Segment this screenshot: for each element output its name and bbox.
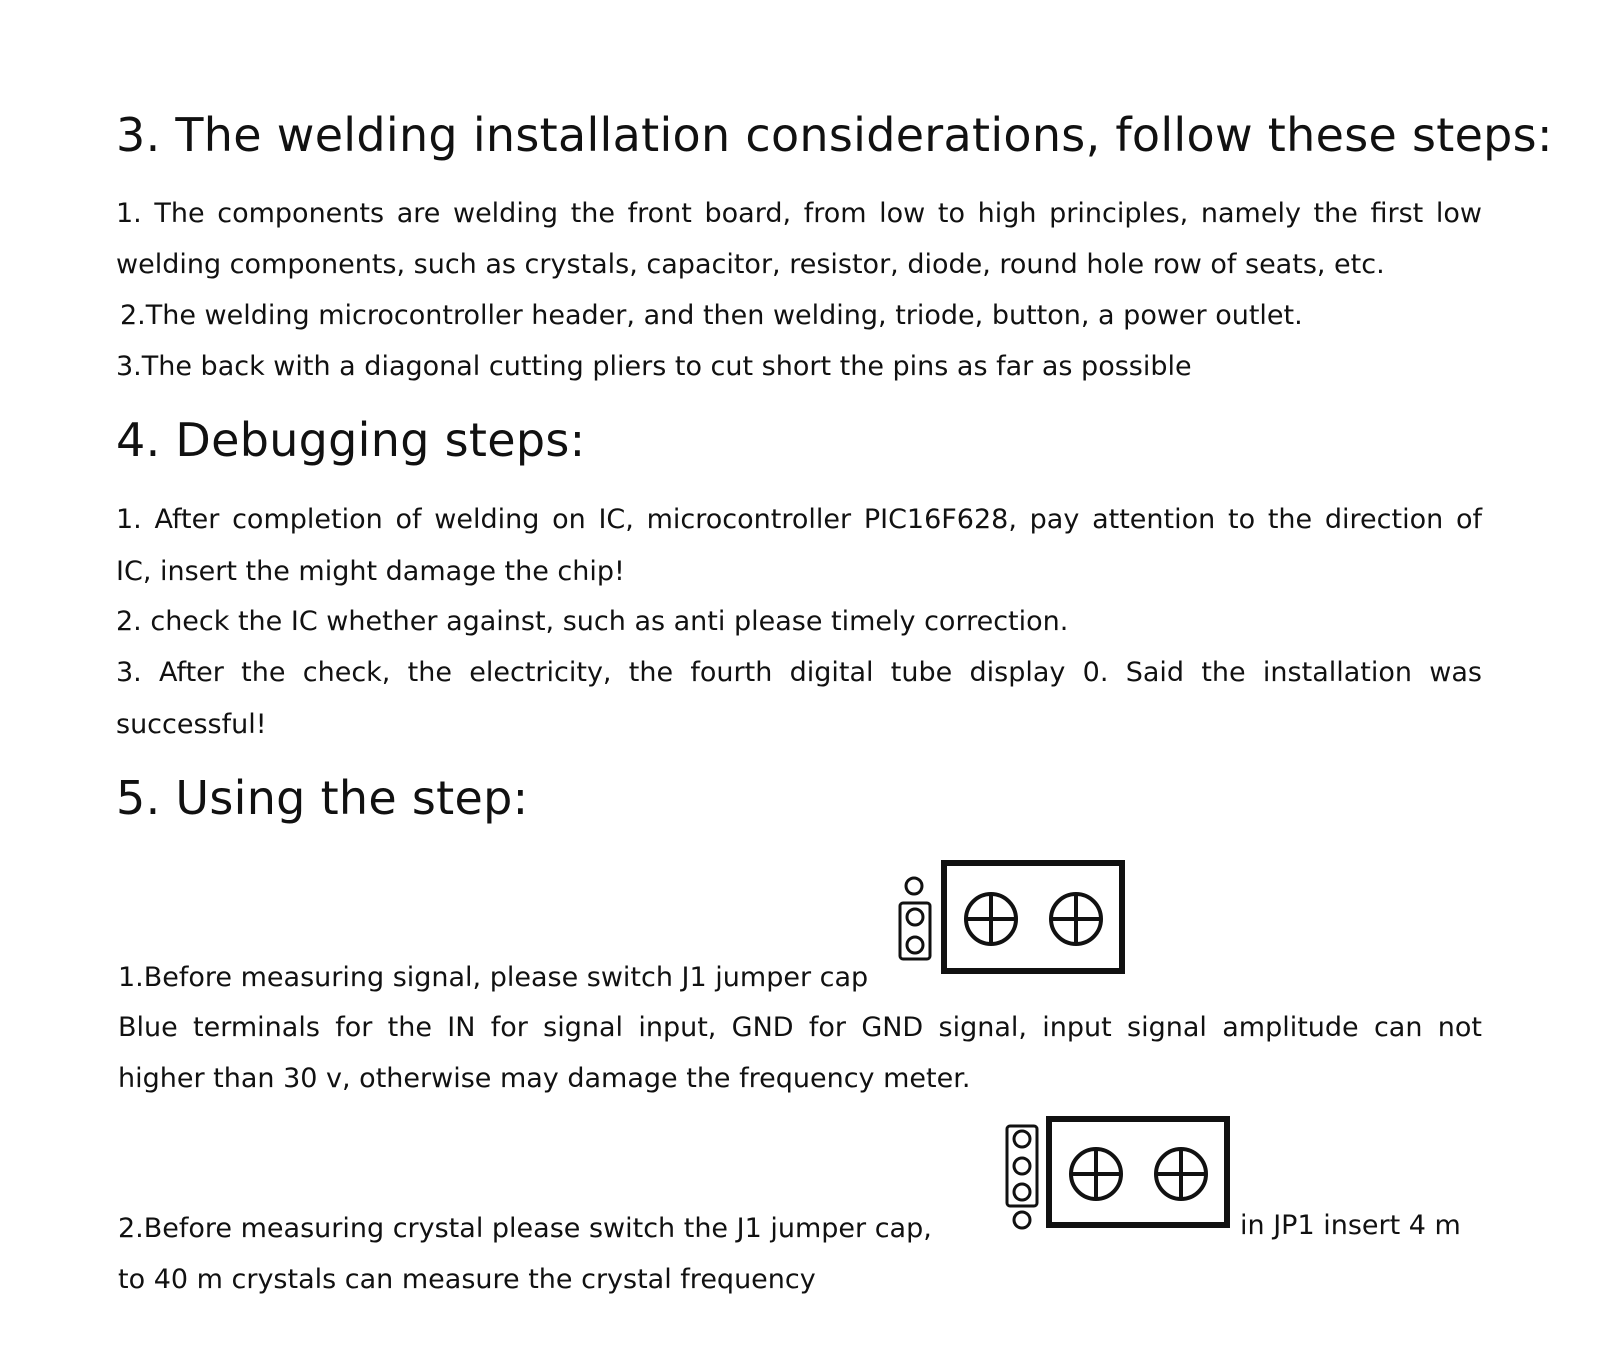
section-3-line-2: welding components, such as crystals, capacitor, resistor, diode, round hole row of seats, etc. bbox=[116, 249, 1385, 280]
jumper-cap-icon bbox=[900, 903, 930, 959]
section-5-heading: 5. Using the step: bbox=[116, 771, 529, 825]
section-3-heading: 3. The welding installation considerations, follow these steps: bbox=[116, 108, 1553, 162]
section-3-line-4: 3.The back with a diagonal cutting pliers to cut short the pins as far as possible bbox=[116, 351, 1192, 382]
jumper-pin-icon bbox=[1014, 1184, 1030, 1200]
jumper-pin-icon bbox=[907, 909, 923, 925]
section-5-line-5: to 40 m crystals can measure the crystal frequency bbox=[118, 1264, 816, 1295]
jumper-pin-icon bbox=[1014, 1131, 1030, 1147]
jumper-pin-icon bbox=[1014, 1158, 1030, 1174]
jumper-pin-icon bbox=[906, 878, 922, 894]
section-4-heading: 4. Debugging steps: bbox=[116, 413, 586, 467]
jumper-diagram-signal bbox=[890, 858, 1135, 978]
section-4-line-3: 2. check the IC whether against, such as anti please timely correction. bbox=[116, 606, 1069, 637]
section-5-line-2: Blue terminals for the IN for signal input, GND for GND signal, input signal amplitude can not bbox=[118, 1012, 1482, 1043]
section-4-line-5: successful! bbox=[116, 709, 267, 740]
jumper-pin-icon bbox=[1014, 1212, 1030, 1228]
section-5-line-3: higher than 30 v, otherwise may damage the frequency meter. bbox=[118, 1063, 971, 1094]
section-5-line-1: 1.Before measuring signal, please switch J1 jumper cap bbox=[118, 962, 869, 993]
section-3-line-1: 1. The components are welding the front board, from low to high principles, namely the first low bbox=[116, 198, 1482, 229]
jumper-diagram-crystal bbox=[995, 1114, 1240, 1234]
section-4-line-1: 1. After completion of welding on IC, microcontroller PIC16F628, pay attention to the direction of bbox=[116, 504, 1482, 535]
jumper-cap-icon bbox=[1007, 1126, 1037, 1206]
jumper-pin-icon bbox=[907, 937, 923, 953]
section-3-line-3: 2.The welding microcontroller header, and then welding, triode, button, a power outlet. bbox=[120, 300, 1303, 331]
section-5-line-4: 2.Before measuring crystal please switch the J1 jumper cap, bbox=[118, 1213, 932, 1244]
section-4-line-4: 3. After the check, the electricity, the fourth digital tube display 0. Said the installation was bbox=[116, 657, 1482, 688]
section-4-line-2: IC, insert the might damage the chip! bbox=[116, 556, 625, 587]
section-5-line-4-continued: in JP1 insert 4 m bbox=[1240, 1210, 1461, 1241]
